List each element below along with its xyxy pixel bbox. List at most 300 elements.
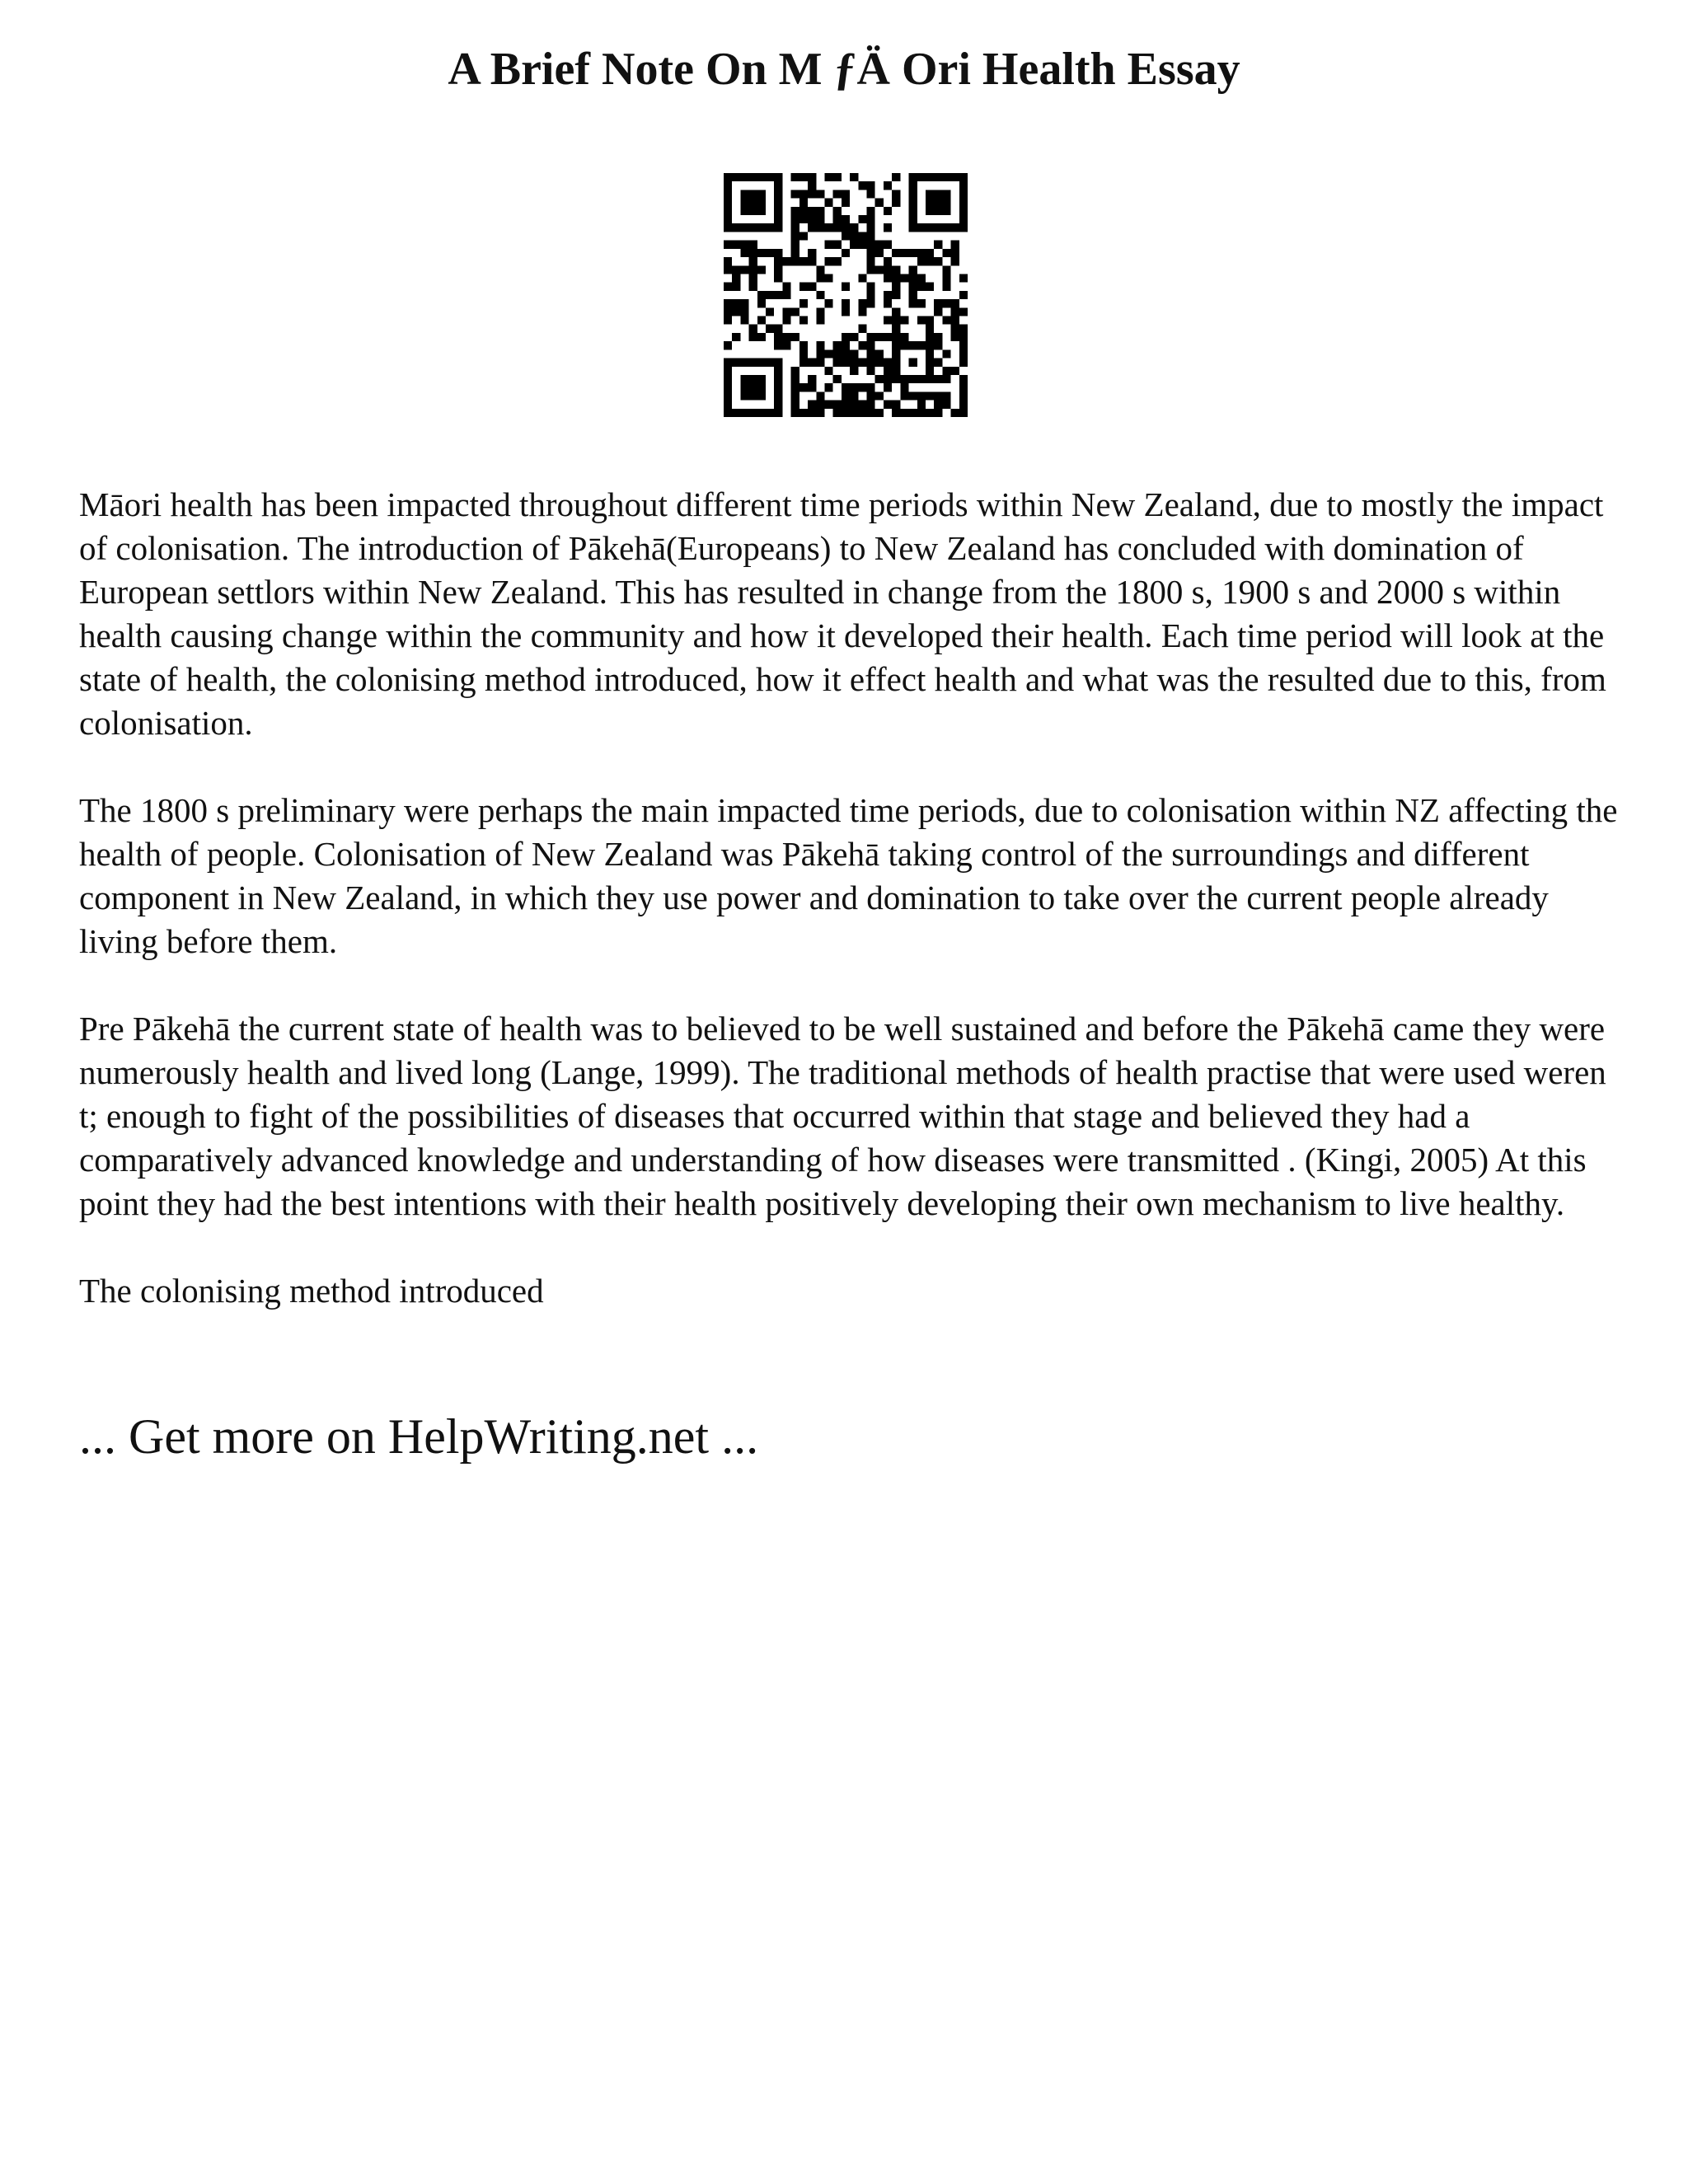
qr-module (749, 223, 757, 232)
qr-module (740, 207, 748, 215)
qr-module (959, 383, 968, 391)
qr-module (740, 391, 748, 400)
qr-module (749, 375, 757, 383)
qr-module (749, 173, 757, 181)
qr-module (749, 283, 757, 291)
qr-module (942, 249, 950, 257)
qr-module (740, 299, 748, 307)
qr-module (892, 199, 900, 207)
qr-module (892, 359, 900, 367)
qr-module (934, 173, 942, 181)
qr-module (766, 409, 774, 417)
qr-module (791, 333, 799, 341)
qr-module (909, 190, 917, 198)
qr-module (724, 401, 732, 409)
qr-module (766, 291, 774, 299)
qr-module (926, 409, 934, 417)
qr-module (724, 215, 732, 223)
qr-module (824, 367, 832, 375)
qr-module (740, 409, 748, 417)
qr-module (833, 257, 842, 265)
qr-module (892, 316, 900, 325)
qr-module (900, 249, 908, 257)
qr-module (959, 341, 968, 349)
qr-module (842, 199, 850, 207)
qr-module (757, 333, 766, 341)
qr-module (816, 291, 824, 299)
qr-module (782, 333, 790, 341)
qr-module (959, 190, 968, 198)
qr-module (942, 190, 950, 198)
qr-module (934, 257, 942, 265)
qr-module (917, 341, 926, 349)
qr-module (791, 190, 799, 198)
qr-module (858, 383, 866, 391)
qr-module (842, 190, 850, 198)
qr-module (934, 299, 942, 307)
qr-module (850, 241, 858, 249)
qr-module (926, 349, 934, 358)
qr-module (749, 249, 757, 257)
qr-module (850, 173, 858, 181)
qr-module (959, 215, 968, 223)
qr-module (884, 265, 892, 274)
qr-module (884, 274, 892, 282)
qr-module (749, 207, 757, 215)
qr-module (724, 257, 732, 265)
qr-module (867, 341, 875, 349)
qr-module (724, 283, 732, 291)
qr-module (799, 199, 808, 207)
qr-module (724, 265, 732, 274)
qr-module (867, 359, 875, 367)
qr-module (858, 401, 866, 409)
qr-module (766, 307, 774, 316)
qr-module (766, 325, 774, 333)
qr-module (808, 215, 816, 223)
qr-module (774, 375, 782, 383)
qr-module (816, 341, 824, 349)
qr-module (959, 409, 968, 417)
qr-module (724, 199, 732, 207)
qr-module (884, 359, 892, 367)
qr-module (740, 241, 748, 249)
qr-module (816, 401, 824, 409)
qr-module (942, 316, 950, 325)
qr-module (824, 401, 832, 409)
qr-module (900, 409, 908, 417)
qr-module (757, 223, 766, 232)
qr-module (892, 283, 900, 291)
qr-module (934, 359, 942, 367)
qr-module (951, 316, 959, 325)
qr-module (724, 359, 732, 367)
qr-module (833, 207, 842, 215)
qr-module (867, 249, 875, 257)
qr-module (749, 274, 757, 282)
qr-module (951, 249, 959, 257)
qr-module (824, 241, 832, 249)
qr-code (724, 173, 968, 417)
qr-module (833, 341, 842, 349)
qr-module (749, 199, 757, 207)
qr-module (951, 173, 959, 181)
qr-module (884, 241, 892, 249)
qr-module (900, 383, 908, 391)
qr-module (749, 325, 757, 333)
qr-module (917, 173, 926, 181)
qr-module (875, 241, 884, 249)
qr-module (724, 391, 732, 400)
qr-module (808, 223, 816, 232)
qr-module (833, 173, 842, 181)
qr-module (926, 391, 934, 400)
qr-module (942, 283, 950, 291)
qr-module (757, 199, 766, 207)
qr-module (959, 375, 968, 383)
qr-module (757, 190, 766, 198)
qr-module (926, 207, 934, 215)
qr-module (824, 299, 832, 307)
qr-module (909, 341, 917, 349)
qr-module (774, 383, 782, 391)
qr-module (724, 367, 732, 375)
qr-module (833, 359, 842, 367)
qr-module (833, 190, 842, 198)
qr-module (791, 257, 799, 265)
qr-module (926, 325, 934, 333)
qr-module (884, 375, 892, 383)
qr-module (917, 375, 926, 383)
qr-module (732, 283, 740, 291)
qr-module (909, 409, 917, 417)
qr-module (875, 391, 884, 400)
qr-module (774, 409, 782, 417)
qr-module (875, 349, 884, 358)
qr-module (774, 367, 782, 375)
qr-module (808, 409, 816, 417)
qr-module (934, 333, 942, 341)
qr-module (951, 367, 959, 375)
qr-module (808, 401, 816, 409)
qr-module (842, 223, 850, 232)
qr-module (858, 232, 866, 240)
qr-module (724, 190, 732, 198)
qr-module (875, 359, 884, 367)
qr-module (892, 401, 900, 409)
qr-module (774, 359, 782, 367)
qr-module (842, 359, 850, 367)
qr-module (850, 349, 858, 358)
qr-module (942, 375, 950, 383)
qr-module (875, 333, 884, 341)
qr-module (959, 325, 968, 333)
qr-module (892, 190, 900, 198)
qr-module (724, 409, 732, 417)
qr-module (909, 199, 917, 207)
qr-module (858, 409, 866, 417)
qr-module (884, 333, 892, 341)
qr-module (816, 274, 824, 282)
qr-module (740, 307, 748, 316)
qr-module (909, 391, 917, 400)
qr-module (926, 190, 934, 198)
paragraph-2: The 1800 s preliminary were perhaps the main impacted time periods, due to colonisation within NZ affecting the health of people. Colonisation of New Zealand was Pākehā taking control of the surroundings and different component in New Zealand, in which they use power and domination to take over the current people already living before them. (79, 791, 1618, 960)
qr-module (791, 391, 799, 400)
qr-module (926, 375, 934, 383)
qr-module (833, 401, 842, 409)
qr-module (858, 181, 866, 190)
qr-module (909, 291, 917, 299)
qr-module (833, 241, 842, 249)
qr-module (757, 359, 766, 367)
qr-module (934, 223, 942, 232)
qr-module (892, 349, 900, 358)
qr-module (858, 215, 866, 223)
qr-module (749, 391, 757, 400)
qr-module (875, 265, 884, 274)
qr-module (824, 199, 832, 207)
qr-module (799, 299, 808, 307)
qr-module (892, 173, 900, 181)
qr-module (791, 207, 799, 215)
qr-module (774, 401, 782, 409)
qr-module (799, 409, 808, 417)
qr-module (740, 375, 748, 383)
qr-module (766, 359, 774, 367)
qr-module (724, 241, 732, 249)
qr-module (926, 249, 934, 257)
qr-module (917, 283, 926, 291)
qr-module (833, 215, 842, 223)
qr-module (959, 359, 968, 367)
qr-module (850, 383, 858, 391)
qr-module (917, 316, 926, 325)
qr-module (959, 223, 968, 232)
qr-module (926, 341, 934, 349)
qr-module (732, 173, 740, 181)
qr-module (808, 207, 816, 215)
qr-module (959, 274, 968, 282)
qr-module (892, 375, 900, 383)
qr-module (959, 401, 968, 409)
qr-module (850, 359, 858, 367)
qr-module (959, 349, 968, 358)
qr-module (942, 367, 950, 375)
qr-module (867, 215, 875, 223)
qr-module (892, 341, 900, 349)
qr-module (740, 199, 748, 207)
qr-module (791, 232, 799, 240)
qr-module (782, 283, 790, 291)
qr-module (732, 409, 740, 417)
qr-module (892, 333, 900, 341)
qr-module (900, 391, 908, 400)
qr-module (749, 409, 757, 417)
qr-module (959, 333, 968, 341)
qr-module (816, 265, 824, 274)
qr-module (875, 409, 884, 417)
qr-module (917, 299, 926, 307)
qr-module (740, 190, 748, 198)
qr-module (909, 375, 917, 383)
qr-module (724, 223, 732, 232)
qr-module (774, 207, 782, 215)
qr-module (867, 232, 875, 240)
qr-module (782, 307, 790, 316)
qr-module (909, 265, 917, 274)
qr-module (824, 223, 832, 232)
qr-module (724, 307, 732, 316)
qr-module (959, 181, 968, 190)
qr-module (757, 265, 766, 274)
qr-module (909, 299, 917, 307)
qr-module (808, 359, 816, 367)
qr-module (833, 223, 842, 232)
qr-module (816, 409, 824, 417)
qr-module (791, 249, 799, 257)
qr-module (959, 199, 968, 207)
qr-module (749, 265, 757, 274)
qr-module (774, 173, 782, 181)
qr-module (934, 375, 942, 383)
qr-module (757, 299, 766, 307)
get-more-link[interactable]: ... Get more on HelpWriting.net ... (79, 1409, 759, 1464)
qr-module (942, 391, 950, 400)
qr-module (799, 257, 808, 265)
qr-module (782, 316, 790, 325)
qr-module (757, 173, 766, 181)
qr-module (724, 341, 732, 349)
page-title: A Brief Note On M ƒÄ Ori Health Essay (448, 44, 1240, 95)
qr-module (926, 257, 934, 265)
qr-module (951, 333, 959, 341)
qr-module (867, 349, 875, 358)
qr-module (884, 367, 892, 375)
qr-module (850, 367, 858, 375)
qr-module (824, 383, 832, 391)
qr-module (816, 349, 824, 358)
qr-module (816, 215, 824, 223)
qr-module (934, 241, 942, 249)
qr-module (724, 207, 732, 215)
qr-module (808, 283, 816, 291)
qr-module (842, 383, 850, 391)
qr-module (934, 199, 942, 207)
qr-module (892, 291, 900, 299)
qr-module (724, 173, 732, 181)
qr-module (942, 299, 950, 307)
qr-module (724, 299, 732, 307)
qr-module (799, 215, 808, 223)
qr-module (959, 173, 968, 181)
qr-module (799, 383, 808, 391)
qr-module (740, 359, 748, 367)
qr-module (959, 207, 968, 215)
qr-module (766, 249, 774, 257)
qr-module (799, 283, 808, 291)
qr-module (850, 223, 858, 232)
qr-module (808, 375, 816, 383)
qr-module (867, 241, 875, 249)
paragraph-4: The colonising method introduced (79, 1272, 544, 1310)
qr-module (892, 367, 900, 375)
qr-module (951, 223, 959, 232)
qr-module (926, 199, 934, 207)
qr-module (799, 316, 808, 325)
qr-module (909, 173, 917, 181)
qr-module (850, 401, 858, 409)
qr-module (724, 375, 732, 383)
qr-module (934, 341, 942, 349)
qr-module (942, 274, 950, 282)
qr-module (757, 383, 766, 391)
qr-module (799, 232, 808, 240)
qr-module (842, 391, 850, 400)
qr-module (791, 223, 799, 232)
qr-module (867, 257, 875, 265)
qr-module (724, 383, 732, 391)
qr-module (842, 409, 850, 417)
qr-module (884, 383, 892, 391)
qr-module (774, 391, 782, 400)
qr-module (942, 223, 950, 232)
qr-module (774, 199, 782, 207)
qr-module (791, 215, 799, 223)
qr-module (808, 383, 816, 391)
qr-module (867, 190, 875, 198)
paragraph-3: Pre Pākehā the current state of health was to believed to be well sustained and before the Pākehā came they were numerously health and lived long (Lange, 1999). The traditional methods of health practise that were used weren t; enough to fight of the possibilities of diseases that occurred within that stage and believed they had a comparatively advanced knowledge and understanding of how diseases were transmitted . (Kingi, 2005) At this point they had the best intentions with their health positively developing their own mechanism to live healthy. (79, 1010, 1606, 1222)
qr-module (749, 190, 757, 198)
qr-module (816, 207, 824, 215)
qr-module (799, 349, 808, 358)
qr-module (892, 325, 900, 333)
qr-module (942, 265, 950, 274)
qr-module (816, 223, 824, 232)
qr-module (942, 207, 950, 215)
qr-module (791, 367, 799, 375)
qr-module (732, 265, 740, 274)
qr-module (732, 274, 740, 282)
qr-module (850, 391, 858, 400)
qr-module (791, 307, 799, 316)
qr-module (867, 291, 875, 299)
qr-module (909, 359, 917, 367)
qr-module (799, 359, 808, 367)
qr-module (942, 349, 950, 358)
qr-module (740, 316, 748, 325)
qr-module (959, 391, 968, 400)
qr-module (867, 391, 875, 400)
qr-module (850, 333, 858, 341)
qr-module (884, 291, 892, 299)
qr-module (951, 307, 959, 316)
qr-module (749, 257, 757, 265)
qr-module (740, 383, 748, 391)
qr-module (909, 207, 917, 215)
qr-module (858, 307, 866, 316)
qr-module (782, 257, 790, 265)
qr-module (808, 181, 816, 190)
qr-module (884, 299, 892, 307)
qr-module (774, 190, 782, 198)
qr-module (791, 375, 799, 383)
qr-module (926, 367, 934, 375)
qr-module (892, 265, 900, 274)
qr-module (816, 316, 824, 325)
qr-module (774, 181, 782, 190)
qr-module (740, 223, 748, 232)
